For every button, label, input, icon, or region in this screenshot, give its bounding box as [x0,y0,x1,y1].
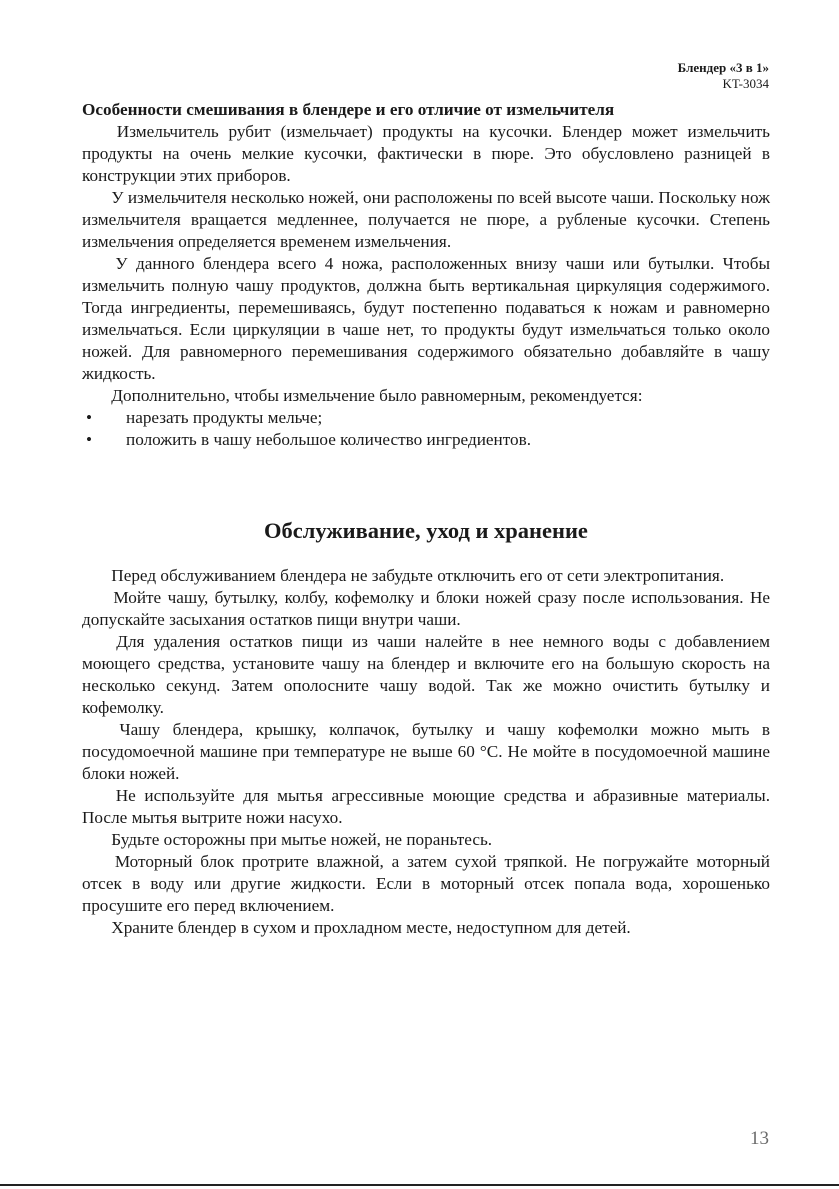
paragraph-text: Измельчитель рубит (измельчает) продукты на кусочки. Блендер может измельчить продукты на очень мелкие кусочки, фактически в пюре. Это обусловлено разницей в конструкции этих приборов. [82,122,770,185]
running-header [678,60,769,92]
paragraph-text: Перед обслуживанием блендера не забудьте отключить его от сети электропитания. [111,566,725,585]
paragraph [82,631,770,719]
paragraph [82,917,770,939]
page-number: 13 [750,1128,769,1149]
section-spacer [82,545,770,565]
section-spacer [82,451,770,517]
paragraph-text: Для удаления остатков пищи из чаши налейте в нее немного воды с добавлением моющего средства, установите чашу на блендер и включите его на большую скорость на несколько секунд. Затем ополосните чашу водой. Так же можно очистить бутылку и кофемолку. [82,632,770,717]
paragraph [82,587,770,631]
section-heading-blending: Особенности смешивания в блендере и его отличие от измельчителя [82,100,615,119]
page-content [82,99,770,939]
recommendation-list [82,407,770,451]
header-title: Блендер «3 в 1» [677,60,769,75]
paragraph-text: Дополнительно, чтобы измельчение было равномерным, рекомендуется: [111,386,643,405]
list-item-text: положить в чашу небольшое количество ингредиентов. [126,430,532,449]
paragraph [82,829,770,851]
paragraph-text: У измельчителя несколько ножей, они расположены по всей высоте чаши. Поскольку нож измельчителя вращается медленнее, получается не пюре, а рубленые кусочки. Степень измельчения определяется временем измельчения. [82,188,771,251]
bullet-icon: • [86,408,93,427]
paragraph [82,785,770,829]
header-model: KT-3034 [722,76,769,91]
paragraph-text: Чашу блендера, крышку, колпачок, бутылку и чашу кофемолки можно мыть в посудомоечной машине при температуре не выше 60 °С. Не мойте в посудомоечной машине блоки ножей. [82,720,771,783]
paragraph [82,851,770,917]
paragraph [82,565,770,587]
paragraph [82,187,770,253]
list-item [82,429,770,451]
paragraph-text: У данного блендера всего 4 ножа, расположенных внизу чаши или бутылки. Чтобы измельчить полную чашу продуктов, должна быть вертикальная циркуляция содержимого. Тогда ингредиенты, перемешиваясь, будут постепенно подаваться к ножам и равномерно измельчаться. Если циркуляции в чаше нет, то продукты будут измельчаться только около ножей. Для равномерного перемешивания содержимого обязательно добавляйте в чашу жидкость. [82,254,770,383]
section-title-maintenance: Обслуживание, уход и хранение [264,518,588,543]
paragraph [82,253,770,385]
paragraph [82,719,770,785]
bottom-divider [0,1184,839,1186]
paragraph-text: Будьте осторожны при мытье ножей, не пораньтесь. [111,830,493,849]
paragraph-text: Моторный блок протрите влажной, а затем сухой тряпкой. Не погружайте моторный отсек в воду или другие жидкости. Если в моторный отсек попала вода, хорошенько просушите его перед включением. [82,852,770,915]
paragraph [82,121,770,187]
bullet-icon: • [86,430,93,449]
list-item [82,407,770,429]
paragraph [82,385,770,407]
paragraph-text: Не используйте для мытья агрессивные моющие средства и абразивные материалы. После мытья вытрите ножи насухо. [82,786,770,827]
paragraph-text: Мойте чашу, бутылку, колбу, кофемолку и блоки ножей сразу после использования. Не допускайте засыхания остатков пищи внутри чаши. [82,588,770,629]
list-item-text: нарезать продукты мельче; [126,408,323,427]
paragraph-text: Храните блендер в сухом и прохладном месте, недоступном для детей. [111,918,631,937]
